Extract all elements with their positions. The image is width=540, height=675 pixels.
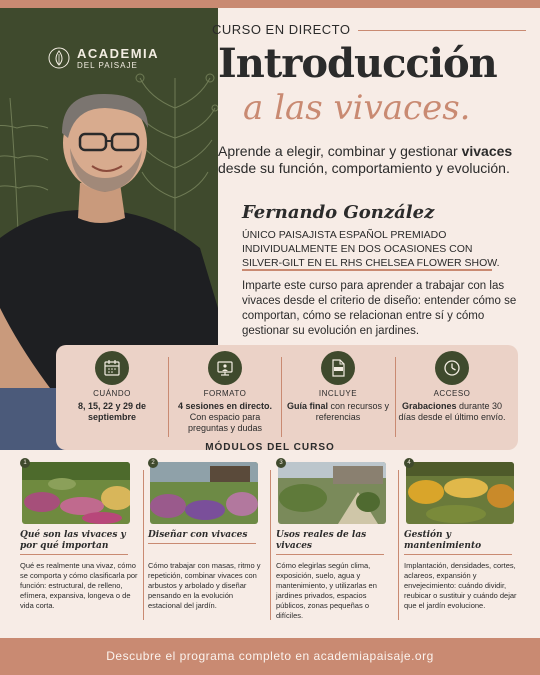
page-subtitle: a las vivaces. — [243, 88, 471, 128]
modules-heading: MÓDULOS DEL CURSO — [205, 442, 335, 453]
info-label: FORMATO — [203, 389, 247, 398]
module-text: Implantación, densidades, cortes, aclareos, expansión y envejecimiento: cuándo dividir, reubicar o sustituir y cuándo dejar que el jardín evolucione. — [404, 561, 517, 610]
info-value: 8, 15, 22 y 29 de septiembre — [77, 401, 147, 422]
module-title: Qué son las vivaces y por qué importan — [20, 530, 126, 551]
module-number: 1 — [20, 458, 30, 468]
course-info-panel — [56, 345, 518, 450]
divider — [398, 470, 399, 620]
info-label: ACCESO — [433, 389, 471, 398]
award-underline — [242, 269, 492, 271]
lead-part1: Aprende a elegir, combinar y gestionar — [218, 143, 462, 159]
divider — [404, 554, 512, 555]
lead-text — [218, 143, 536, 177]
clock-icon — [435, 351, 469, 385]
module-photo — [150, 462, 258, 524]
info-value: 4 sesiones en directo. Con espacio para preguntas y dudas — [177, 401, 273, 433]
module-photo — [22, 462, 130, 524]
divider — [358, 30, 526, 31]
module-text: Qué es realmente una vivaz, cómo se comporta y cómo clasificarla por función: estructural, de relleno, efímera, expansiva, longeva o de vida corta. — [20, 561, 138, 610]
page-title: Introducción — [218, 40, 497, 87]
module-number: 3 — [276, 458, 286, 468]
academy-logo — [48, 46, 159, 70]
divider — [276, 554, 384, 555]
module-text: Cómo trabajar con masas, ritmo y repetición, combinar vivaces con arbustos y arbolado y diseñar pensando en la evolución estacional del jardín. — [148, 561, 261, 610]
info-includes — [282, 345, 394, 450]
module-title: Diseñar con vivaces — [148, 530, 248, 540]
leaf-logo-icon — [48, 47, 70, 69]
brand-subname: DEL PAISAJE — [77, 61, 138, 70]
module-title: Gestión y mantenimiento — [404, 530, 482, 551]
divider — [143, 470, 144, 620]
info-value: Guía final con recursos y referencias — [286, 401, 390, 422]
brand-name: ACADEMIA — [77, 46, 160, 61]
info-label: CUÁNDO — [93, 389, 131, 398]
info-label: INCLUYE — [318, 389, 358, 398]
info-when — [56, 345, 168, 450]
module-number: 4 — [404, 458, 414, 468]
instructor-name: Fernando González — [242, 202, 435, 223]
course-description: Imparte este curso para aprender a trabajar con las vivaces desde el criterio de diseño: entender cómo se comportan, cómo se relacionan entre sí y cómo gestionar su evolución en jardines. — [242, 280, 517, 337]
top-accent-bar — [0, 0, 540, 8]
calendar-icon — [95, 351, 129, 385]
info-value: Grabaciones durante 30 días desde el último envío. — [398, 401, 506, 422]
module-title: Usos reales de las vivaces — [276, 530, 367, 551]
module-number: 2 — [148, 458, 158, 468]
divider — [270, 470, 271, 620]
module-text: Cómo elegirlas según clima, exposición, suelo, agua y mantenimiento, y utilizarlas en jardines privados, espacios públicos, zonas pequeñas o difíciles. — [276, 561, 377, 620]
module-photo — [406, 462, 514, 524]
pdf-icon — [321, 351, 355, 385]
divider — [148, 543, 256, 544]
info-access — [396, 345, 508, 450]
lead-bold: vivaces — [461, 143, 513, 159]
course-type-label: CURSO EN DIRECTO — [212, 22, 351, 37]
module-photo — [278, 462, 386, 524]
divider — [20, 554, 128, 555]
instructor-award: ÚNICO PAISAJISTA ESPAÑOL PREMIADO INDIVIDUALMENTE EN DOS OCASIONES CON SILVER-GILT EN EL RHS CHELSEA FLOWER SHOW. — [242, 229, 500, 269]
monitor-icon — [208, 351, 242, 385]
lead-part2: desde su función, comportamiento y evolución. — [218, 160, 510, 176]
footer-cta[interactable]: Descubre el programa completo en academiapaisaje.org — [0, 638, 540, 675]
info-format — [169, 345, 281, 450]
